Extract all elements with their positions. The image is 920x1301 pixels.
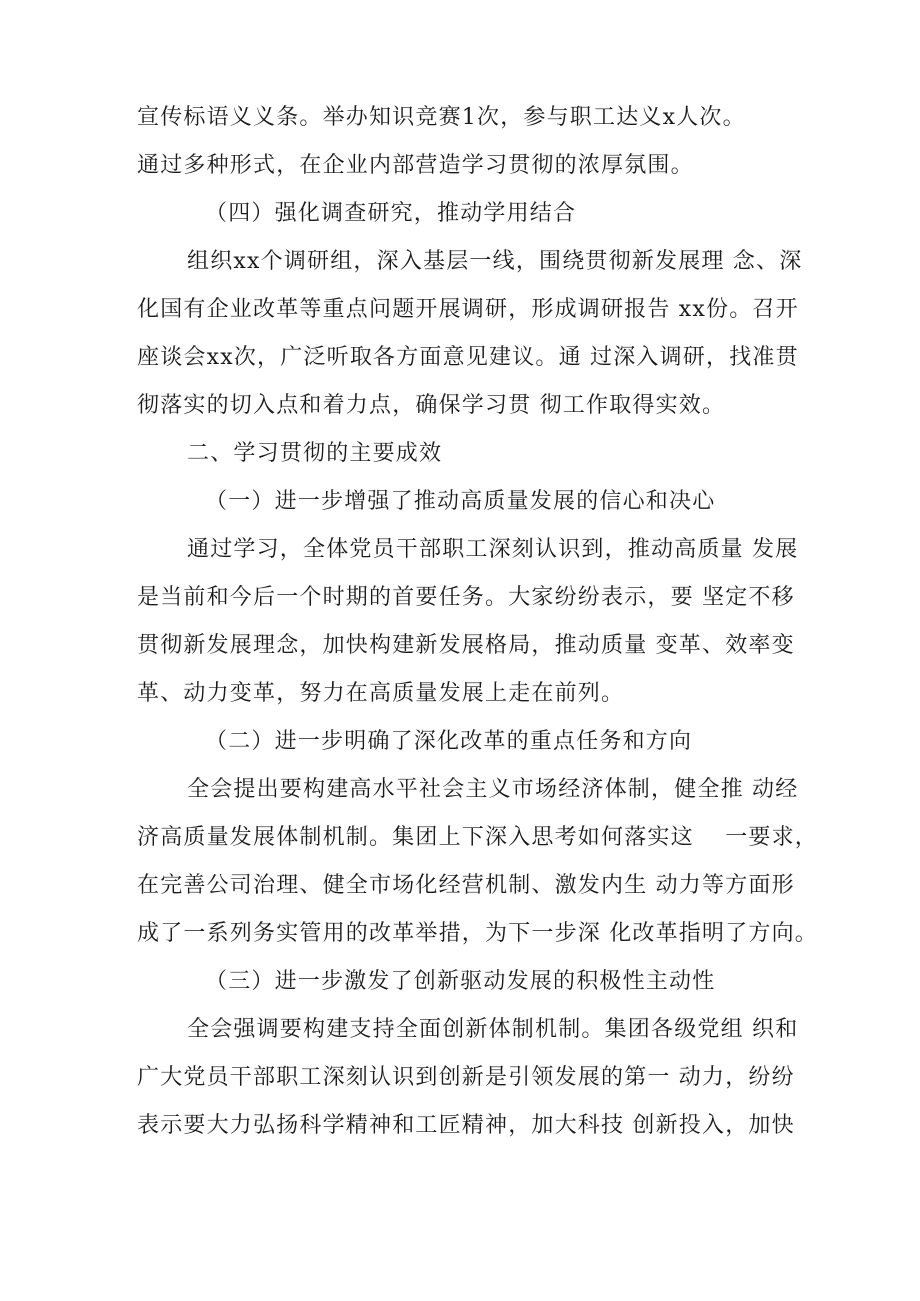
body-text-line: 组织xx个调研组，深入基层一线，围绕贯彻新发展理 念、深 [187, 249, 803, 274]
body-text-line: 全会提出要构建高水平社会主义市场经济体制，健全推 动经 [187, 777, 799, 802]
section-heading: （三）进一步激发了创新驱动发展的积极性主动性 [205, 969, 716, 994]
body-text-line: 座谈会xx次，广泛听取各方面意见建议。通 过深入调研，找准贯 [137, 345, 799, 370]
body-text-line: 通过多种形式，在企业内部营造学习贯彻的浓厚氛围。 [137, 153, 694, 178]
body-text-line: 在完善公司治理、健全市场化经营机制、激发内生 动力等方面形 [137, 873, 795, 898]
body-text-line: 广大党员干部职工深刻认识到创新是引领发展的第一 动力，纷纷 [137, 1065, 795, 1090]
body-text-line: 全会强调要构建支持全面创新体制机制。集团各级党组 织和 [187, 1017, 799, 1042]
body-text-line: 彻落实的切入点和着力点，确保学习贯 彻工作取得实效。 [137, 393, 726, 418]
chapter-heading: 二、学习贯彻的主要成效 [187, 441, 443, 466]
body-text-line: 宣传标语义义条。举办知识竞赛1次，参与职工达义x人次。 [137, 105, 746, 130]
body-text-line: 表示要大力弘扬科学精神和工匠精神，加大科技 创新投入，加快 [137, 1113, 795, 1138]
section-heading: （一）进一步增强了推动高质量发展的信心和决心 [205, 489, 716, 514]
body-text-line: 贯彻新发展理念，加快构建新发展格局，推动质量 变革、效率变 [137, 633, 795, 658]
body-text-line: 是当前和今后一个时期的首要任务。大家纷纷表示，要 坚定不移 [137, 585, 795, 610]
body-text-line: 通过学习，全体党员干部职工深刻认识到，推动高质量 发展 [187, 537, 799, 562]
section-heading: （四）强化调查研究，推动学用结合 [205, 201, 577, 226]
body-text-line: 革、动力变革，努力在高质量发展上走在前列。 [137, 681, 625, 706]
body-text-line: 化国有企业改革等重点问题开展调研，形成调研报告 xx份。召开 [137, 297, 799, 322]
section-heading: （二）进一步明确了深化改革的重点任务和方向 [205, 729, 693, 754]
body-text-line: 成了一系列务实管用的改革举措，为下一步深 化改革指明了方向。 [137, 921, 818, 946]
body-text-line: 济高质量发展体制机制。集团上下深入思考如何落实这 一要求， [137, 825, 818, 850]
